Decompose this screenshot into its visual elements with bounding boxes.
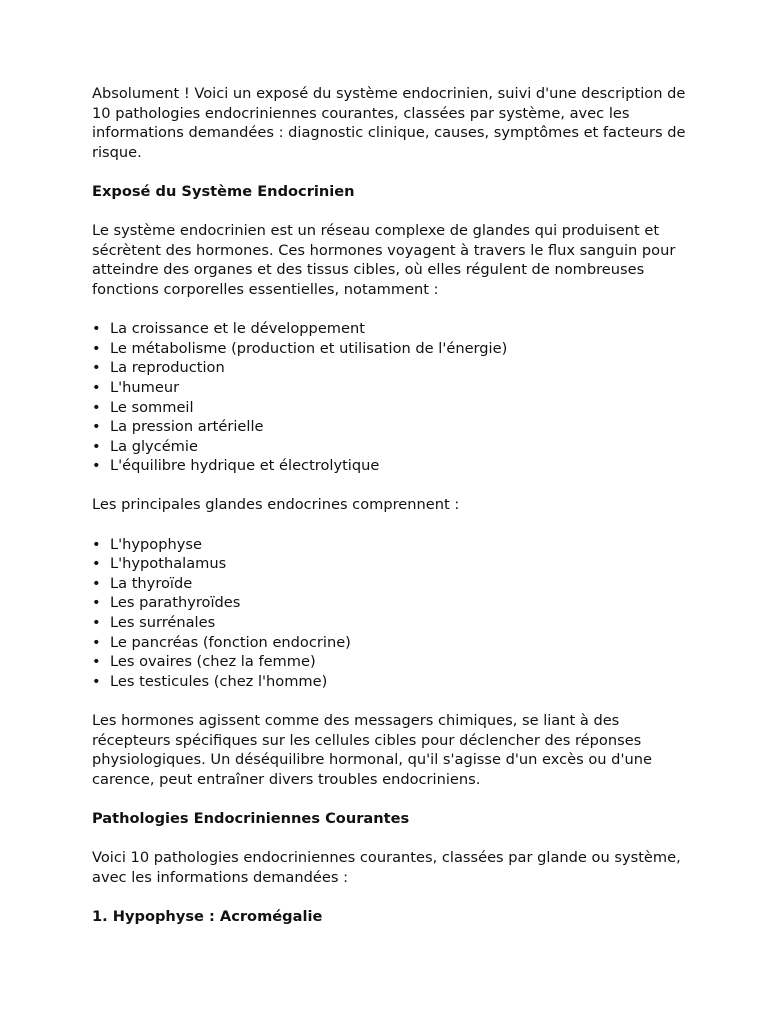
list-item: • Le pancréas (fonction endocrine) [92,633,351,651]
list-item: • L'hypothalamus [92,555,227,573]
bullet-icon: • [92,594,101,612]
section-heading-pathologies: Pathologies Endocriniennes Courantes [92,809,410,827]
glands-list [92,535,692,692]
bullet-icon: • [92,457,101,475]
list-item: • Les surrénales [92,614,216,632]
intro-paragraph: Absolument ! Voici un exposé du système endocrinien, suivi d'une description de 10 pathologies endocriniennes courantes, classées par système, avec les informations demandées : diagnostic clinique, causes, symptômes et facteurs de risque. [92,85,686,161]
bullet-icon: • [92,614,101,632]
list-item: • L'humeur [92,378,180,396]
list-item: • L'équilibre hydrique et électrolytique [92,457,380,475]
subheading-acromegaly: 1. Hypophyse : Acromégalie [92,907,323,925]
glands-intro: Les principales glandes endocrines comprennent : [92,496,460,514]
functions-list [92,319,692,476]
list-item: • La thyroïde [92,574,193,592]
bullet-icon: • [92,378,101,396]
bullet-icon: • [92,320,101,338]
bullet-icon: • [92,535,101,553]
bullet-icon: • [92,653,101,671]
bullet-icon: • [92,672,101,690]
document-page [92,84,692,946]
list-item: • L'hypophyse [92,535,202,553]
bullet-icon: • [92,359,101,377]
list-item: • La reproduction [92,359,225,377]
endocrine-description: Le système endocrinien est un réseau complexe de glandes qui produisent et sécrètent des hormones. Ces hormones voyagent à travers le flux sanguin pour atteindre des organes et des tissus cibles, où elles régulent de nombreuses fonctions corporelles essentielles, notamment : [92,222,676,298]
bullet-icon: • [92,418,101,436]
bullet-icon: • [92,398,101,416]
bullet-icon: • [92,339,101,357]
list-item: • La pression artérielle [92,418,264,436]
list-item: • La glycémie [92,437,198,455]
hormones-paragraph: Les hormones agissent comme des messagers chimiques, se liant à des récepteurs spécifiques sur les cellules cibles pour déclencher des réponses physiologiques. Un déséquilibre hormonal, qu'il s'agisse d'un excès ou d'une carence, peut entraîner divers troubles endocriniens. [92,712,652,788]
bullet-icon: • [92,555,101,573]
bullet-icon: • [92,633,101,651]
list-item: • Les testicules (chez l'homme) [92,672,328,690]
pathologies-intro: Voici 10 pathologies endocriniennes courantes, classées par glande ou système, avec les informations demandées : [92,849,681,886]
bullet-icon: • [92,437,101,455]
list-item: • Les ovaires (chez la femme) [92,653,316,671]
section-heading-endocrine-system: Exposé du Système Endocrinien [92,182,355,200]
list-item: • Les parathyroïdes [92,594,241,612]
list-item: • La croissance et le développement [92,320,365,338]
bullet-icon: • [92,574,101,592]
list-item: • Le sommeil [92,398,194,416]
list-item: • Le métabolisme (production et utilisation de l'énergie) [92,339,508,357]
